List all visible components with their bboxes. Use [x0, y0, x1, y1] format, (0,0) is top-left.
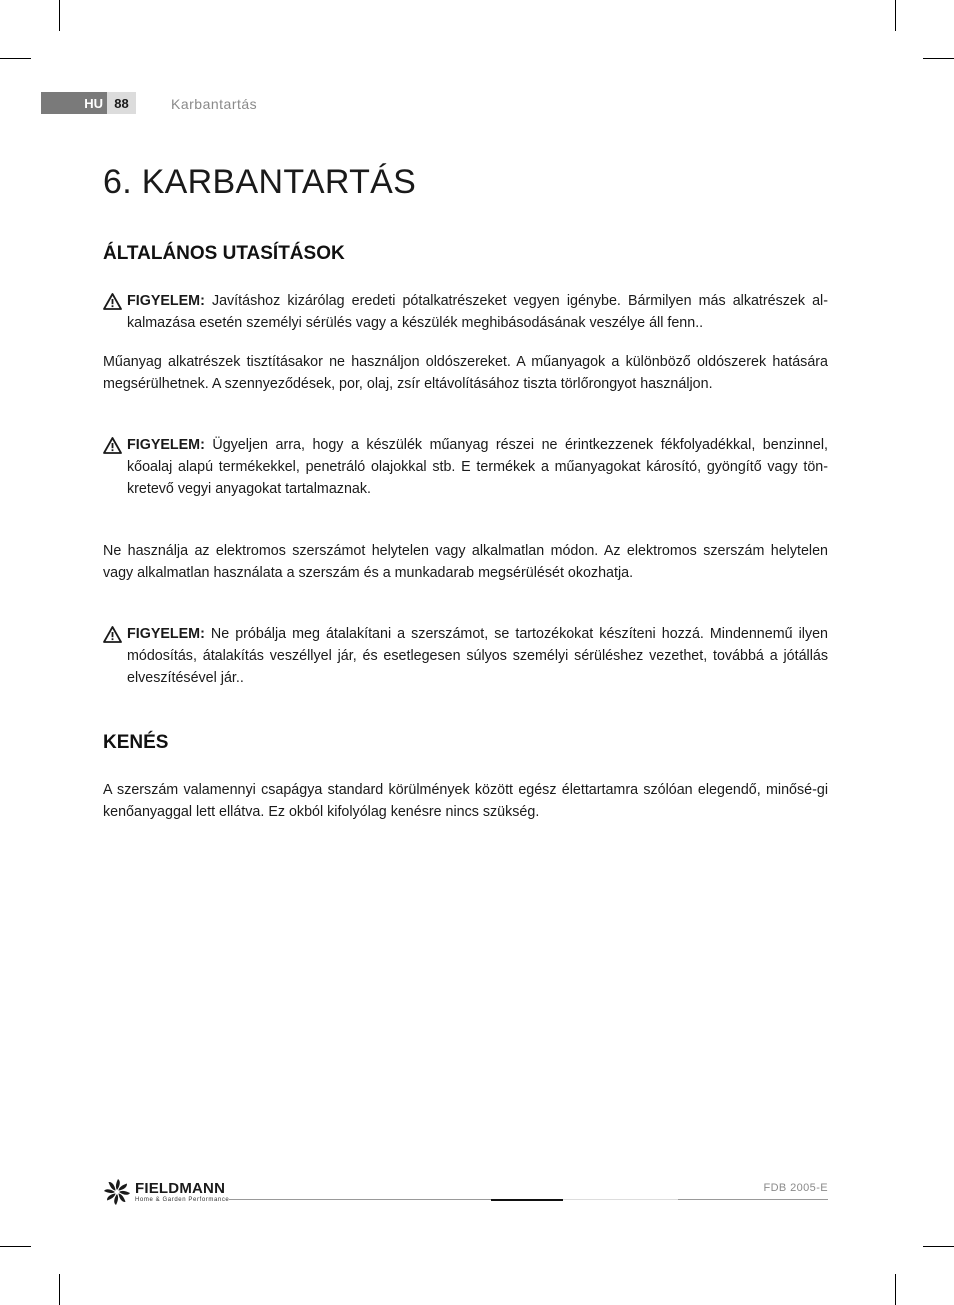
warning-triangle-icon [103, 290, 127, 334]
warning-block [103, 623, 828, 689]
warning-text [127, 290, 828, 334]
crop-mark [0, 1246, 31, 1247]
warning-label: FIGYELEM: [127, 293, 205, 309]
fieldmann-pinwheel-icon [103, 1178, 131, 1206]
crop-mark [59, 1274, 60, 1305]
brand-logo [103, 1178, 229, 1206]
warning-message: Ügyeljen arra, hogy a készülék műanyag részei ne érintkezzenek fékfolyadékkal, benzinnel, kőoalaj alapú termékekkel, penetráló olajokkal stb. E termékek a műanyagokat károsító, gyöngítő vagy tön-kretevő vegyi anyagokat tartalmaznak. [127, 437, 828, 497]
breadcrumb: Karbantartás [171, 96, 258, 112]
section-heading-lubrication: KENÉS [103, 732, 169, 753]
warning-triangle-icon [103, 623, 127, 689]
paragraph: Műanyag alkatrészek tisztításakor ne használjon oldószereket. A műanyagok a különböző oldószerek hatására megsérülhetnek. A szennyeződések, por, olaj, zsír eltávolításához tiszta törlőrongyot használjon. [103, 354, 828, 392]
page-number: 88 [107, 92, 136, 114]
page-header-tab [41, 92, 136, 114]
brand-name: FIELDMANN [135, 1179, 226, 1197]
warning-block [103, 290, 828, 334]
warning-label: FIGYELEM: [127, 626, 205, 642]
paragraph: Ne használja az elektromos szerszámot helytelen vagy alkalmatlan módon. Az elektromos szerszám helytelen vagy alkalmatlan használata a szerszám és a munkadarab megsérülését okozhatja. [103, 543, 828, 581]
warning-message: Ne próbálja meg átalakítani a szerszámot, se tartozékokat készíteni hozzá. Mindennemű ilyen módosítás, átalakítás veszéllyel jár, és esetlegesen súlyos személyi sérüléshez vezethet, továbbá a jótállás elveszítésével jár.. [127, 626, 828, 686]
model-number: FDB 2005-E [763, 1182, 828, 1194]
footer-divider [229, 1199, 491, 1200]
paragraph: A szerszám valamennyi csapágya standard körülmények között egész élettartamra szólóan elegendő, minősé-gi kenőanyaggal lett ellátva. Ez okból kifolyólag kenésre nincs szükség. [103, 782, 828, 820]
footer-divider [563, 1199, 678, 1200]
section-heading-general: ÁLTALÁNOS UTASÍTÁSOK [103, 243, 345, 264]
warning-message: Javításhoz kizárólag eredeti pótalkatrészeket vegyen igénybe. Bármilyen más alkatrészek al-kalmazása esetén személyi sérülés vagy a készülék meghibásodásának veszélye áll fenn.. [127, 293, 828, 331]
warning-triangle-icon [103, 434, 127, 500]
footer-divider [678, 1199, 828, 1200]
crop-mark [895, 1274, 896, 1305]
warning-block [103, 434, 828, 500]
crop-mark [923, 1246, 954, 1247]
warning-text [127, 434, 828, 500]
footer-divider-accent [491, 1199, 563, 1201]
brand-tagline: Home & Garden Performance [135, 1196, 230, 1203]
warning-text [127, 623, 828, 689]
page-title: 6. KARBANTARTÁS [103, 163, 417, 201]
warning-label: FIGYELEM: [127, 437, 205, 453]
crop-mark [923, 58, 954, 59]
crop-mark [895, 0, 896, 31]
crop-mark [59, 0, 60, 31]
language-code: HU [41, 92, 107, 114]
crop-mark [0, 58, 31, 59]
